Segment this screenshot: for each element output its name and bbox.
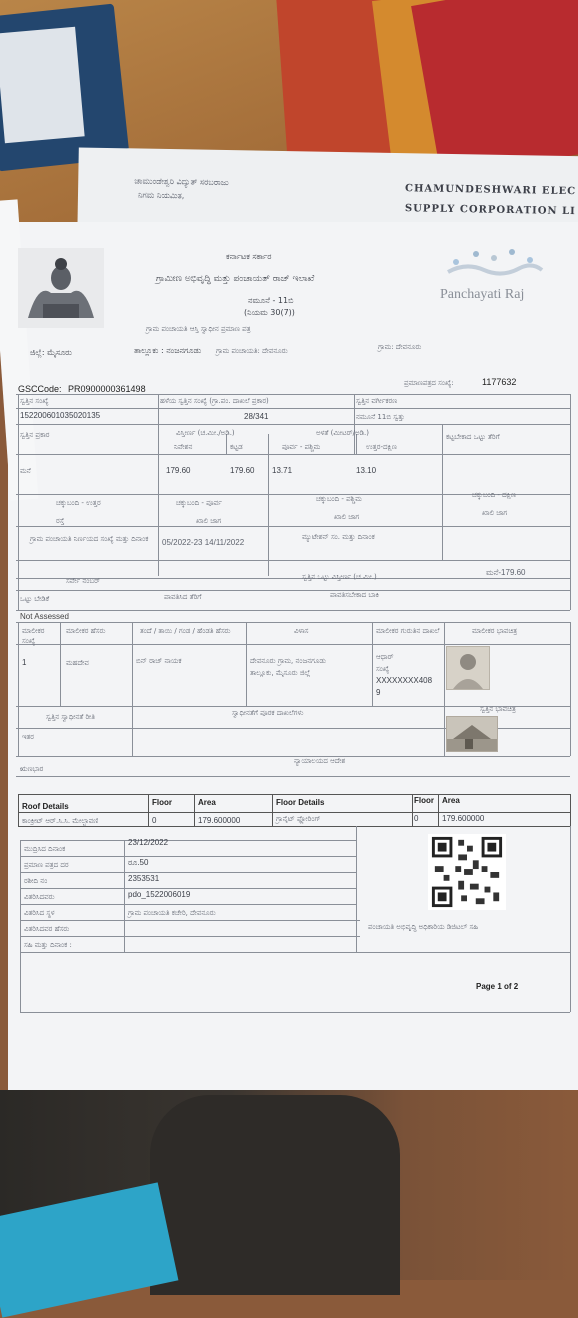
resolution-label: ಗ್ರಾಮ ಪಂಚಾಯತಿ ನಿರ್ಣಯದ ಸಂಖ್ಯೆ ಮತ್ತು ದಿನಾಂಕ (30, 535, 149, 543)
owner-address-line2: ತಾಲ್ಲೂಕು, ಮೈಸೂರು ಜಿಲ್ಲೆ (250, 669, 311, 677)
bill-kn-line2: ನಿಗಮ ನಿಯಮಿತ, (137, 190, 185, 201)
dimension-label: ಅಳತೆ (ಮೀಟರ್/ಅಡಿ.) (316, 429, 369, 437)
tax-paid-label: ಪಾವತಿಸಿದ ತೆರಿಗೆ (164, 593, 202, 601)
issuer-name-label: ವಿತರಿಸಿದವರ ಹೆಸರು (24, 925, 70, 933)
floor-floor: 0 (414, 814, 419, 823)
printed-date-label: ಮುದ್ರಿಸಿದ ದಿನಾಂಕ (24, 845, 66, 853)
owner-relation: ಬಿನ್ ರಾಜ್ ನಾಯಕ (136, 657, 182, 665)
folder-paper (0, 27, 85, 144)
gsc-code-label: GSCCode: (18, 384, 62, 394)
floor-type: ಗ್ರಾನೈಟ್ ಫ್ಲೋರಿಂಗ್ (276, 815, 321, 823)
panchayati-raj-logo-icon (436, 248, 554, 318)
survey-number-label: ಸರ್ವೇ ನಂಬರ್ (66, 577, 101, 585)
owner-name: ಮಹದೇವ (66, 659, 89, 667)
property-id-label: ಸ್ವತ್ತಿನ ಸಂಖ್ಯೆ (20, 397, 49, 405)
owner-id-number: XXXXXXXX408 (376, 676, 433, 685)
red-book-right (411, 0, 578, 178)
supporting-docs-label: ಸ್ವಾಧೀನತೆಗೆ ಪೂರಕ ದಾಖಲೆಗಳು (232, 709, 304, 717)
owner-row-number: 1 (22, 658, 27, 667)
bill-kn-line1: ಚಾಮುಂಡೇಶ್ವರಿ ವಿದ್ಯುತ್ ಸರಬರಾಜು (134, 176, 229, 188)
old-number-label: ಹಳೆಯ ಸ್ವತ್ತಿನ ಸಂಖ್ಯೆ (ಗ್ರಾ.ಪಂ. ದಾಖಲೆ ಪ್ರಕಾರ) (160, 397, 269, 405)
issued-place: ಗ್ರಾಮ ಪಂಚಾಯತಿ ಕಚೇರಿ, ದೇವನೂರು (128, 909, 216, 917)
roof-area: 179.600000 (198, 816, 241, 825)
property-type-value: ಮನೆ (20, 467, 31, 475)
roof-floor: 0 (152, 816, 157, 825)
owner-id-type: ಆಧಾರ್ (376, 653, 394, 661)
south-boundary-value: ಖಾಲಿ ಜಾಗ (482, 509, 508, 517)
north-boundary-label: ಚಕ್ಕುಬಂದಿ - ಉತ್ತರ (56, 499, 101, 507)
west-boundary-label: ಚಕ್ಕುಬಂದಿ - ಪಶ್ಚಿಮ (316, 495, 362, 503)
gram-panchayat: ಗ್ರಾಮ ಪಂಚಾಯತಿ: ದೇವನೂರು (216, 347, 288, 355)
issued-by: pdo_1522006019 (128, 890, 191, 899)
property-photo (446, 716, 498, 752)
roof-area-header: Area (198, 798, 216, 807)
area-site-value: 179.60 (166, 466, 191, 475)
west-boundary-value: ಖಾಲಿ ಜಾಗ (334, 513, 360, 521)
floor-floor-header: Floor (414, 796, 434, 805)
pdo-digital-sign: ಪಂಚಾಯತಿ ಅಭಿವೃದ್ಧಿ ಅಧಿಕಾರಿಯ ಡಿಜಿಟಲ್ ಸಹಿ (368, 923, 479, 931)
property-photo-label: ಸ್ವತ್ತಿನ ಭಾವಚಿತ್ರ (480, 705, 516, 713)
property-id: 152200601035020135 (20, 411, 101, 420)
acquisition-label: ಸ್ವತ್ತಿನ ಸ್ವಾಧೀನತೆ ರೀತಿ (46, 713, 95, 721)
dimension-ns-header: ಉತ್ತರ-ದಕ್ಷಿಣ (366, 443, 397, 451)
village: ಗ್ರಾಮ: ದೇವನೂರು (378, 343, 422, 351)
bill-en-line1: CHAMUNDESHWARI ELEC (404, 183, 577, 198)
receipt-number: 2353531 (128, 874, 160, 883)
owner-number-header: ಮಾಲೀಕರ ಸಂಖ್ಯೆ (22, 627, 45, 645)
sign-date-label: ಸಹಿ ಮತ್ತು ದಿನಾಂಕ : (24, 941, 72, 949)
form-number: ನಮೂನೆ - 11ಬಿ (248, 296, 294, 305)
dimension-ew-value: 13.71 (272, 466, 293, 475)
category-label: ಸ್ವತ್ತಿನ ವರ್ಗೀಕರಣ (356, 397, 398, 405)
old-number: 28/341 (244, 412, 269, 421)
area-site-header: ನಿವೇಶನ (174, 443, 193, 451)
tax-due-label: ಪಾವತಿಸಬೇಕಾದ ಬಾಕಿ (330, 591, 379, 599)
demand-label: ಒಟ್ಟು ಬೇಡಿಕೆ (20, 595, 50, 603)
district: ಜಿಲ್ಲೆ: ಮೈಸೂರು (30, 348, 72, 357)
dimension-ns-value: 13.10 (356, 466, 377, 475)
floor-details-header: Floor Details (276, 798, 325, 807)
fee: ರೂ.50 (128, 858, 149, 867)
east-boundary-label: ಚಕ್ಕುಬಂದಿ - ಪೂರ್ವ (176, 499, 222, 507)
issued-by-label: ವಿತರಿಸಿದವರು (24, 893, 55, 901)
rule-number: (ನಿಯಮ 30(7)) (244, 308, 295, 317)
relation-header: ತಂದೆ / ತಾಯಿ / ಗಂಡ / ಹೆಂಡತಿ ಹೆಸರು (140, 627, 231, 635)
karnataka-emblem-icon (18, 248, 104, 328)
floor-area: 179.600000 (442, 814, 485, 823)
roof-floor-header: Floor (152, 798, 172, 807)
bill-en-line2: SUPPLY CORPORATION LI (404, 203, 576, 218)
owner-photo (446, 646, 490, 690)
certificate-number-label: ಪ್ರಮಾಣಪತ್ರದ ಸಂಖ್ಯೆ: (404, 379, 454, 387)
panchayati-raj-text: Panchayati Raj (440, 287, 525, 302)
court-order-label: ನ್ಯಾಯಾಲಯದ ಆದೇಶ (294, 757, 346, 765)
issued-place-label: ವಿತರಿಸಿದ ಸ್ಥಳ (24, 909, 55, 917)
area-label: ವಿಸ್ತೀರ್ಣ (ಚ.ಮೀ./ಅಡಿ.) (176, 429, 235, 437)
address-header: ವಿಳಾಸ (294, 627, 309, 635)
id-document-header: ಮಾಲೀಕರ ಗುರುತಿನ ದಾಖಲೆ (376, 627, 440, 635)
floor-area-header: Area (442, 796, 460, 805)
dept-title: ಗ್ರಾಮೀಣ ಅಭಿವೃದ್ಧಿ ಮತ್ತು ಪಂಚಾಯತ್ ರಾಜ್ ಇಲಾಖೆ (156, 274, 315, 284)
resolution-value: 05/2022-23 14/11/2022 (162, 538, 245, 547)
east-boundary-value: ಖಾಲಿ ಜಾಗ (196, 517, 222, 525)
form-subtitle: ಗ್ರಾಮ ಪಂಚಾಯತಿ ಆಸ್ತಿ ಸ್ವಾಧೀನ ಪ್ರಮಾಣ ಪತ್ರ (146, 325, 251, 333)
house-photo-icon (447, 717, 497, 751)
owner-photo-header: ಮಾಲೀಕರ ಭಾವಚಿತ್ರ (472, 627, 518, 635)
tax-status: Not Assessed (20, 612, 69, 621)
property-type-label: ಸ್ವತ್ತಿನ ಪ್ರಕಾರ (20, 431, 50, 439)
person-photo-icon (447, 647, 489, 689)
liability-label: ಋಣಭಾರ (20, 765, 44, 773)
mutation-label: ಮ್ಯುಟೇಶನ್ ಸಂ. ಮತ್ತು ದಿನಾಂಕ (302, 533, 375, 541)
owner-address-line1: ದೇವನೂರು ಗ್ರಾಮ, ನಂಜನಗೂಡು (250, 657, 327, 665)
printed-date: 23/12/2022 (128, 838, 169, 847)
owner-id-number-tail: 9 (376, 688, 381, 697)
acquisition-value: ಇತರ (22, 733, 34, 741)
roof-type: ಕಾಂಕ್ರೀಟ್ ಆರ್.ಸಿ.ಸಿ. ಮೇಲ್ಛಾವಣಿ (22, 817, 99, 825)
area-building-value: 179.60 (230, 466, 255, 475)
category-value: ನಮೂನೆ 11ಬಿ ಸ್ವತ್ತು (356, 413, 405, 421)
gsc-code: PR0900000361498 (68, 384, 146, 394)
gov-title: ಕರ್ನಾಟಕ ಸರ್ಕಾರ (226, 252, 272, 261)
taluk: ತಾಲ್ಲೂಕು : ನಂಜನಗೂಡು (134, 346, 202, 355)
total-area-value: ಮನೆ-179.60 (486, 568, 526, 577)
fee-label: ಪ್ರಮಾಣ ಪತ್ರದ ದರ (24, 861, 69, 869)
page-number: Page 1 of 2 (476, 982, 519, 991)
person-knee (150, 1095, 400, 1295)
owner-id-sub: ಸಂಖ್ಯೆ (376, 665, 390, 673)
dimension-ew-header: ಪೂರ್ವ - ಪಶ್ಚಿಮ (282, 443, 321, 451)
area-building-header: ಕಟ್ಟಡ (230, 443, 243, 451)
north-boundary-value: ರಸ್ತೆ (56, 517, 65, 525)
receipt-label: ರಶೀದಿ ನಂ (24, 877, 48, 885)
owner-name-header: ಮಾಲೀಕರ ಹೆಸರು (66, 627, 106, 635)
total-area-label: ಸ್ವತ್ತಿನ ಒಟ್ಟು ವಿಸ್ತೀರ್ಣ (ಚ.ಮೀ.) (302, 573, 377, 581)
total-tax-label: ಕಟ್ಟಬೇಕಾದ ಒಟ್ಟು ತೆರಿಗೆ (446, 433, 500, 441)
qr-code-icon (428, 834, 506, 910)
south-boundary-label: ಚಕ್ಕುಬಂದಿ - ದಕ್ಷಿಣ (472, 491, 517, 499)
certificate-number: 1177632 (482, 377, 517, 387)
roof-details-header: Roof Details (22, 802, 69, 811)
form-11b-document (16, 236, 576, 1086)
